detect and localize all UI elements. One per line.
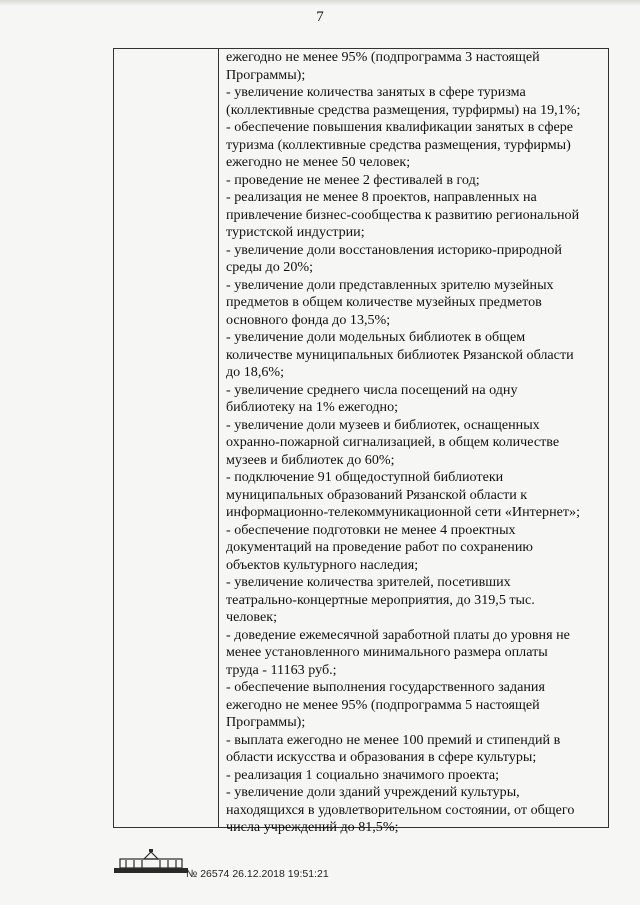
text-line: - увеличение доли музеев и библиотек, оснащенных [226,416,540,433]
text-line: до 18,6%; [226,364,285,380]
text-line: - увеличение среднего числа посещений на одну [226,381,518,398]
number-sign: № [186,868,198,880]
text-line: документаций на проведение работ по сохранению [226,539,533,555]
text-line: - доведение ежемесячной заработной платы до уровня не [226,626,570,643]
document-timestamp: 26.12.2018 19:51:21 [232,868,329,880]
table-cell-text [226,49,608,837]
text-line: - обеспечение подготовки не менее 4 проектных [226,521,516,538]
program-table [113,48,609,835]
text-line: Программы); [226,714,306,730]
text-line: предметов в общем количестве музейных предметов [226,294,542,310]
text-line: ежегодно не менее 50 человек; [226,154,411,170]
text-line: - реализация не менее 8 проектов, направленных на [226,189,537,205]
text-line: - обеспечение выполнения государственного задания [226,679,545,695]
text-line: области искусства и образования в сфере культуры; [226,749,537,765]
text-line: - увеличение доли представленных зрителю музейных [226,276,554,293]
column-divider [218,49,219,827]
text-line: объектов культурного наследия; [226,556,419,573]
text-line: привлечение бизнес-сообщества к развитию региональной [226,206,580,223]
text-line: основного фонда до 13,5%; [226,311,391,328]
text-line: - увеличение доли модельных библиотек в общем [226,329,526,345]
text-line: человек; [226,609,278,625]
text-line: театрально-концертные мероприятия, до 319,5 тыс. [226,591,535,608]
text-line: - реализация 1 социально значимого проекта; [226,766,500,783]
text-line: ежегодно не менее 95% (подпрограмма 5 настоящей [226,696,540,713]
text-line: ежегодно не менее 95% (подпрограмма 3 настоящей [226,49,540,65]
document-number: 26574 [200,868,230,880]
text-line: менее установленного минимального размера оплаты [226,644,548,660]
text-line: охранно-пожарной сигнализацией, в общем количестве [226,434,560,450]
text-line: находящихся в удовлетворительном состоянии, от общего [226,801,575,818]
text-line: - обеспечение повышения квалификации занятых в сфере [226,119,574,135]
scan-edge [0,0,640,6]
text-line: - увеличение доли восстановления историко-природной [226,241,562,258]
text-line: муниципальных образований Рязанской области к [226,486,528,503]
text-line: числа учреждений до 81,5%; [226,819,399,835]
text-line: - увеличение доли зданий учреждений культуры, [226,784,520,800]
text-line: - проведение не менее 2 фестивалей в год; [226,171,480,188]
text-line: информационно-телекоммуникационной сети «Интернет»; [226,504,580,520]
text-line: труда - 11163 руб.; [226,661,337,678]
text-line: (коллективные средства размещения, турфирмы) на 19,1%; [226,101,581,118]
text-line: Программы); [226,66,306,83]
text-line: музеев и библиотек до 60%; [226,451,395,468]
government-building-logo [112,848,190,874]
text-line: количестве муниципальных библиотек Рязанской области [226,346,574,363]
text-line: туризма (коллективные средства размещения, турфирмы) [226,136,571,153]
text-line: библиотеку на 1% ежегодно; [226,399,399,415]
text-line: туристской индустрии; [226,224,365,240]
page-number: 7 [316,9,324,25]
text-line: среды до 20%; [226,259,314,275]
text-line: - выплата ежегодно не менее 100 премий и стипендий в [226,731,561,748]
text-line: - увеличение количества зрителей, посетивших [226,574,511,590]
text-line: - подключение 91 общедоступной библиотеки [226,469,504,485]
text-line: - увеличение количества занятых в сфере туризма [226,84,526,100]
document-stamp [186,868,329,880]
